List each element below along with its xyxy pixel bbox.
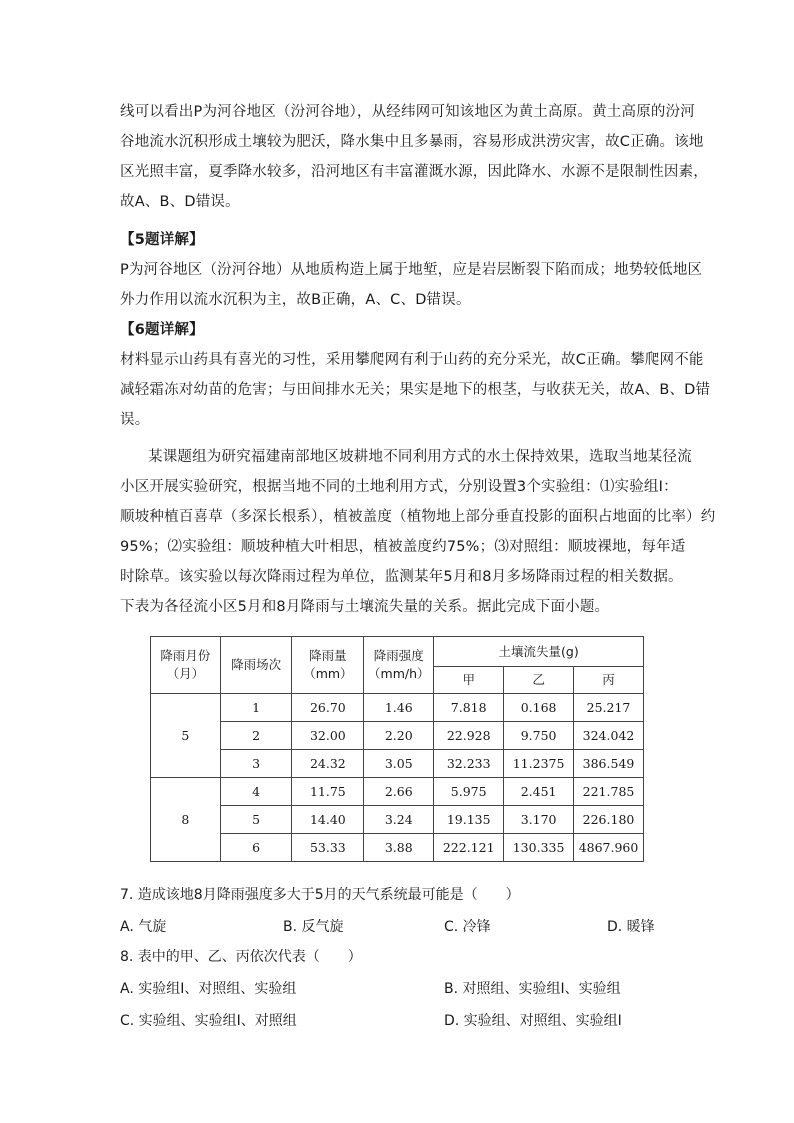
cell-amount: 14.40 bbox=[292, 806, 364, 834]
text-line: 下表为各径流小区5月和8月降雨与土壤流失量的关系。据此完成下面小题。 bbox=[120, 599, 610, 615]
cell-event: 5 bbox=[220, 806, 292, 834]
q7-option-a[interactable]: A. 气旋 bbox=[120, 919, 167, 935]
answer-paragraph bbox=[120, 97, 708, 217]
cell-jia: 7.818 bbox=[434, 694, 504, 722]
cell-intensity: 2.66 bbox=[364, 778, 434, 806]
cell-yi: 2.451 bbox=[504, 778, 574, 806]
table-row bbox=[151, 722, 644, 750]
cell-month: 5 bbox=[151, 694, 221, 778]
text-line: 故A、B、D错误。 bbox=[120, 194, 240, 210]
q6-heading: 【6题详解】 bbox=[120, 322, 204, 338]
cell-amount: 11.75 bbox=[292, 778, 364, 806]
question-7-stem: 7. 造成该地8月降雨强度多大于5月的天气系统最可能是（ ） bbox=[120, 887, 520, 903]
cell-yi: 130.335 bbox=[504, 834, 574, 862]
text-line: 顺坡种植百喜草（多深长根系），植被盖度（植物地上部分垂直投影的面积占地面的比率）约 bbox=[120, 509, 716, 525]
header-soil-loss: 土壤流失量(g) bbox=[434, 637, 644, 667]
table-row bbox=[151, 778, 644, 806]
header-yi: 乙 bbox=[504, 667, 574, 694]
cell-jia: 222.121 bbox=[434, 834, 504, 862]
cell-jia: 19.135 bbox=[434, 806, 504, 834]
header-event: 降雨场次 bbox=[220, 637, 292, 694]
cell-bing: 25.217 bbox=[574, 694, 644, 722]
text-line: 谷地流水沉积形成土壤较为肥沃，降水集中且多暴雨，容易形成洪涝灾害，故C正确。该地 bbox=[120, 134, 704, 150]
q8-option-d[interactable]: D. 实验组、对照组、实验组Ⅰ bbox=[444, 1013, 622, 1029]
material-paragraph bbox=[120, 442, 716, 622]
rainfall-soil-loss-table bbox=[150, 636, 644, 862]
q7-option-d[interactable]: D. 暖锋 bbox=[607, 919, 655, 935]
cell-intensity: 2.20 bbox=[364, 722, 434, 750]
text-line: 误。 bbox=[120, 412, 150, 428]
cell-bing: 4867.960 bbox=[574, 834, 644, 862]
header-month: 降雨月份（月） bbox=[151, 637, 221, 694]
header-jia: 甲 bbox=[434, 667, 504, 694]
table-row bbox=[151, 750, 644, 778]
cell-amount: 24.32 bbox=[292, 750, 364, 778]
cell-event: 3 bbox=[220, 750, 292, 778]
header-intensity: 降雨强度（mm/h） bbox=[364, 637, 434, 694]
cell-bing: 226.180 bbox=[574, 806, 644, 834]
q5-heading: 【5题详解】 bbox=[120, 232, 204, 248]
cell-event: 4 bbox=[220, 778, 292, 806]
q6-explanation bbox=[120, 315, 711, 435]
cell-intensity: 3.05 bbox=[364, 750, 434, 778]
cell-intensity: 1.46 bbox=[364, 694, 434, 722]
cell-bing: 324.042 bbox=[574, 722, 644, 750]
q7-option-c[interactable]: C. 冷锋 bbox=[444, 919, 491, 935]
text-line: P为河谷地区（汾河谷地）从地质构造上属于地堑，应是岩层断裂下陷而成；地势较低地区 bbox=[120, 262, 703, 278]
cell-event: 6 bbox=[220, 834, 292, 862]
cell-yi: 3.170 bbox=[504, 806, 574, 834]
text-line: 材料显示山药具有喜光的习性，采用攀爬网有利于山药的充分采光，故C正确。攀爬网不能 bbox=[120, 352, 704, 368]
text-line: 小区开展实验研究，根据当地不同的土地利用方式，分别设置3个实验组：⑴实验组Ⅰ： bbox=[120, 479, 678, 495]
table-row bbox=[151, 694, 644, 722]
q8-option-a[interactable]: A. 实验组Ⅰ、对照组、实验组 bbox=[120, 981, 297, 997]
cell-event: 2 bbox=[220, 722, 292, 750]
cell-bing: 386.549 bbox=[574, 750, 644, 778]
cell-yi: 9.750 bbox=[504, 722, 574, 750]
text-line: 线可以看出P为河谷地区（汾河谷地），从经纬网可知该地区为黄土高原。黄土高原的汾河 bbox=[120, 104, 695, 120]
text-line: 95%；⑵实验组：顺坡种植大叶相思，植被盖度约75%；⑶对照组：顺坡裸地，每年适 bbox=[120, 539, 686, 555]
cell-jia: 5.975 bbox=[434, 778, 504, 806]
cell-yi: 0.168 bbox=[504, 694, 574, 722]
cell-intensity: 3.88 bbox=[364, 834, 434, 862]
header-bing: 丙 bbox=[574, 667, 644, 694]
cell-event: 1 bbox=[220, 694, 292, 722]
cell-bing: 221.785 bbox=[574, 778, 644, 806]
text-line: 外力作用以流水沉积为主，故B正确，A、C、D错误。 bbox=[120, 292, 471, 308]
cell-amount: 26.70 bbox=[292, 694, 364, 722]
text-line: 减轻霜冻对幼苗的危害；与田间排水无关；果实是地下的根茎，与收获无关，故A、B、D错 bbox=[120, 382, 711, 398]
cell-yi: 11.2375 bbox=[504, 750, 574, 778]
q8-option-b[interactable]: B. 对照组、实验组Ⅰ、实验组 bbox=[444, 981, 621, 997]
question-8-stem: 8. 表中的甲、乙、丙依次代表（ ） bbox=[120, 949, 362, 965]
cell-amount: 32.00 bbox=[292, 722, 364, 750]
q5-explanation bbox=[120, 225, 703, 315]
header-amount: 降雨量（mm） bbox=[292, 637, 364, 694]
cell-jia: 32.233 bbox=[434, 750, 504, 778]
q8-option-c[interactable]: C. 实验组、实验组Ⅰ、对照组 bbox=[120, 1013, 297, 1029]
table-row bbox=[151, 806, 644, 834]
table-row bbox=[151, 834, 644, 862]
cell-jia: 22.928 bbox=[434, 722, 504, 750]
cell-intensity: 3.24 bbox=[364, 806, 434, 834]
text-line: 某课题组为研究福建南部地区坡耕地不同利用方式的水土保持效果，选取当地某径流 bbox=[148, 449, 692, 465]
text-line: 区光照丰富，夏季降水较多，沿河地区有丰富灌溉水源，因此降水、水源不是限制性因素， bbox=[120, 164, 708, 180]
q7-option-b[interactable]: B. 反气旋 bbox=[283, 919, 344, 935]
text-line: 时除草。该实验以每次降雨过程为单位，监测某年5月和8月多场降雨过程的相关数据。 bbox=[120, 569, 683, 585]
cell-month: 8 bbox=[151, 778, 221, 862]
cell-amount: 53.33 bbox=[292, 834, 364, 862]
